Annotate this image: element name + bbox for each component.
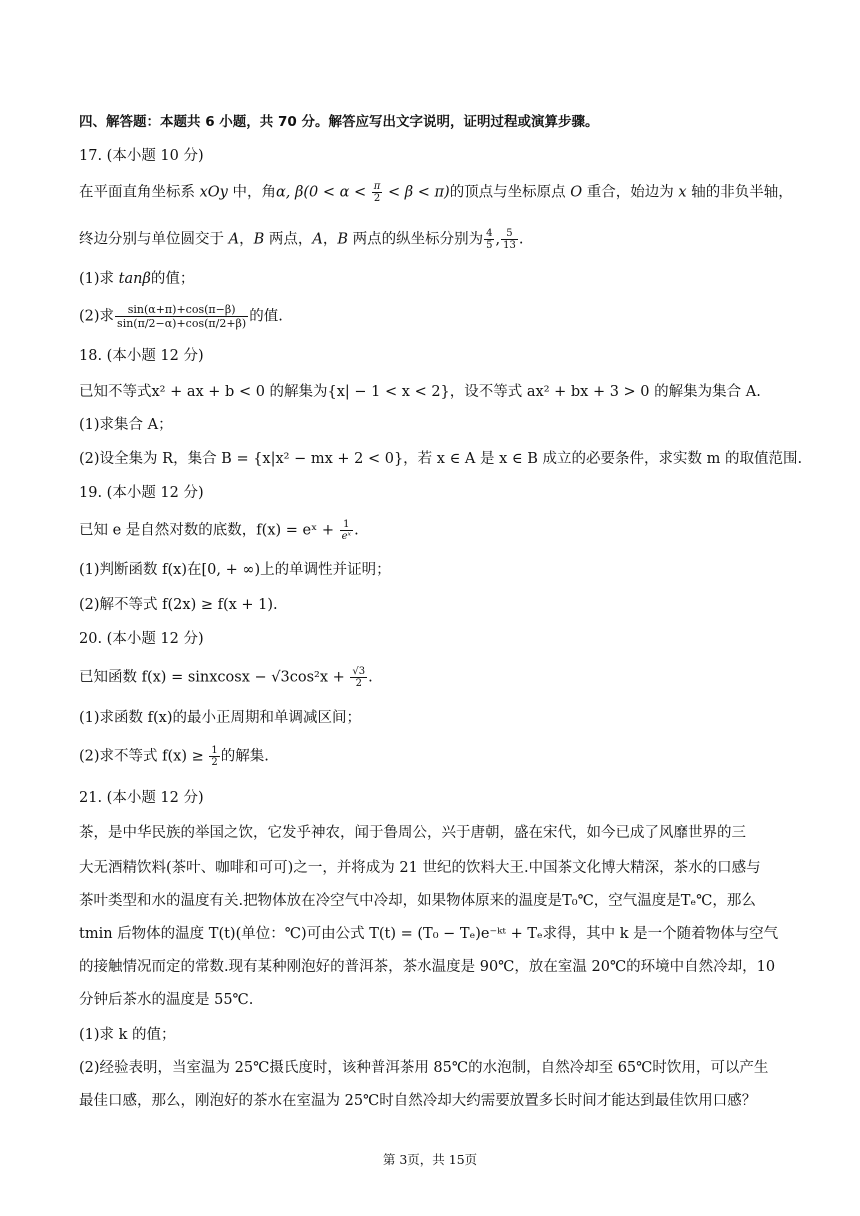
fraction-denominator: 2: [355, 678, 362, 689]
section-title: 四、解答题：本题共 6 小题，共 70 分。解答应写出文字说明，证明过程或演算步骤。: [79, 114, 599, 130]
q21-paragraph-line1: 茶，是中华民族的举国之饮，它发乎神农，闻于鲁周公，兴于唐朝，盛在宋代，如今已成了风靡世界的三: [79, 825, 746, 841]
q17-part1: [79, 268, 791, 290]
q21-heading: 21. (本小题 12 分): [79, 790, 204, 806]
fraction-numerator: 5: [501, 228, 518, 240]
text-span: 两点，: [264, 231, 313, 248]
text-span: ，: [239, 231, 254, 248]
q19-part2: (2)解不等式 f(2x) ≥ f(x + 1).: [79, 597, 278, 613]
text-span: .: [354, 522, 359, 539]
q17-line1: [79, 181, 791, 204]
q17-heading: 17. (本小题 10 分): [79, 148, 204, 164]
fraction-numerator: sin(α+π)+cos(π−β): [115, 303, 248, 317]
fraction: [209, 745, 219, 768]
fraction-denominator: 5: [486, 240, 493, 251]
text-span: (2)求: [79, 308, 115, 325]
q21-part2-line2: 最佳口感，那么，刚泡好的茶水在室温为 25℃时自然冷却大约需要放置多长时间才能达到最佳饮用口感？: [79, 1093, 757, 1109]
text-span: 的值；: [150, 271, 195, 287]
q21-paragraph-line4: tmin 后物体的温度 T(t)(单位：℃)可由公式 T(t) = (T₀ − Tₑ)e⁻ᵏᵗ + Tₑ求得，其中 k 是一个随着物体与空气: [79, 926, 779, 942]
q18-part2: (2)设全集为 R，集合 B = {x|x² − mx + 2 < 0}，若 x ∈ A 是 x ∈ B 成立的必要条件，求实数 m 的取值范围.: [79, 451, 803, 467]
q19-line1: [79, 519, 791, 542]
q18-line1: 已知不等式x² + ax + b < 0 的解集为{x| − 1 < x < 2}，设不等式 ax² + bx + 3 > 0 的解集为集合 A.: [79, 384, 761, 400]
fraction: [115, 303, 248, 330]
text-span: 的顶点与坐标原点: [449, 184, 571, 201]
text-span: 的值.: [249, 308, 283, 325]
fraction-numerator: 1: [340, 519, 353, 531]
fraction: [350, 666, 367, 689]
q21-paragraph-line2: 大无酒精饮料(茶叶、咖啡和可可)之一，并将成为 21 世纪的饮料大王.中国茶文化博大精深，茶水的口感与: [79, 860, 761, 876]
fraction: [372, 181, 383, 204]
text-span: 在平面直角坐标系: [79, 184, 200, 201]
fraction-denominator: 2: [211, 757, 218, 768]
math-span: A: [312, 231, 323, 248]
text-span: ,: [495, 231, 501, 248]
fraction: [340, 519, 353, 542]
fraction-denominator: eˣ: [341, 531, 352, 542]
fraction: [484, 228, 494, 251]
text-span: 终边分别与单位圆交于: [79, 231, 229, 248]
text-span: 轴的非负半轴，: [686, 184, 793, 201]
text-span: 已知 e 是自然对数的底数，f(x) = eˣ +: [79, 522, 339, 539]
text-span: ，: [322, 231, 338, 248]
fraction-numerator: 4: [486, 228, 493, 239]
text-span: 重合，始边为: [582, 184, 679, 201]
q20-part1: (1)求函数 f(x)的最小正周期和单调减区间；: [79, 710, 362, 726]
math-span: tanβ: [118, 271, 151, 287]
math-span: α, β(0 < α <: [275, 184, 371, 201]
fraction-numerator: π: [373, 181, 381, 192]
q19-part1: (1)判断函数 f(x)在[0, + ∞)上的单调性并证明；: [79, 562, 391, 578]
fraction-denominator: 2: [373, 193, 381, 204]
math-span: A: [228, 231, 240, 248]
text-span: 已知函数 f(x) = sinxcosx − √3cos²x +: [79, 669, 350, 686]
fraction-numerator: 1: [211, 745, 218, 756]
text-span: .: [368, 669, 373, 686]
math-span: x: [678, 184, 687, 201]
text-span: 两点的纵坐标分别为: [348, 231, 484, 248]
q21-paragraph-line6: 分钟后茶水的温度是 55℃.: [79, 992, 254, 1008]
q21-part1: (1)求 k 的值；: [79, 1027, 176, 1043]
q21-paragraph-line3: 茶叶类型和水的温度有关.把物体放在冷空气中冷却，如果物体原来的温度是T₀℃，空气温度是Tₑ℃，那么: [79, 893, 756, 909]
q21-part2-line1: (2)经验表明，当室温为 25℃摄氏度时，该种普洱茶用 85℃的水泡制，自然冷却至 65℃时饮用，可以产生: [79, 1060, 769, 1076]
text-span: 中，角: [227, 184, 276, 201]
fraction-numerator: √3: [352, 666, 366, 677]
q21-paragraph-line5: 的接触情况而定的常数.现有某种刚泡好的普洱茶，茶水温度是 90℃，放在室温 20℃的环境中自然冷却，10: [79, 959, 776, 975]
math-span: xOy: [199, 184, 228, 201]
text-span: (1)求: [79, 271, 119, 287]
q20-part2: [79, 745, 791, 768]
q19-heading: 19. (本小题 12 分): [79, 485, 204, 501]
q18-heading: 18. (本小题 12 分): [79, 348, 204, 364]
q17-part2: [79, 303, 791, 330]
math-span: O: [570, 184, 583, 201]
text-span: 的解集.: [220, 748, 269, 765]
math-span: < β < π): [383, 184, 450, 201]
text-span: .: [518, 231, 524, 248]
math-span: B: [337, 231, 348, 248]
q18-part1: (1)求集合 A；: [79, 417, 173, 433]
q20-line1: [79, 666, 791, 689]
fraction-denominator: sin(π/2−α)+cos(π/2+β): [117, 317, 247, 330]
q20-heading: 20. (本小题 12 分): [79, 631, 204, 647]
math-span: B: [253, 231, 265, 248]
q17-line2: [79, 228, 791, 251]
fraction: [501, 228, 518, 251]
fraction-denominator: 13: [503, 240, 516, 251]
page-footer: 第 3页，共 15页: [382, 1152, 478, 1167]
text-span: (2)求不等式 f(x) ≥: [79, 748, 209, 765]
